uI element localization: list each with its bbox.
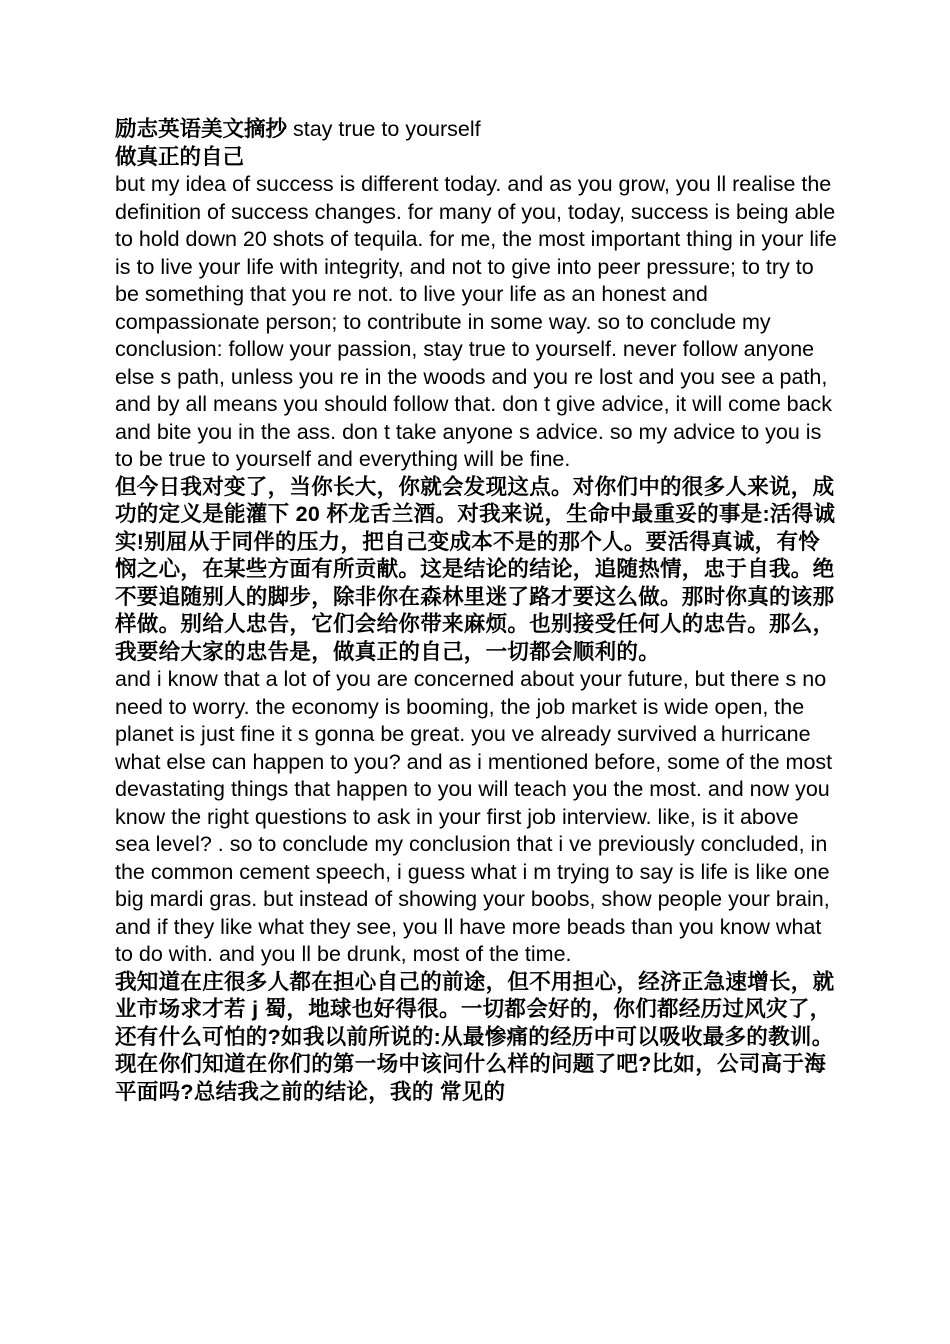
document-subtitle: 做真正的自己 bbox=[115, 144, 245, 169]
paragraph-zh-2: 我知道在庄很多人都在担心自己的前途，但不用担心，经济正急速增长，就业市场求才若 j 蜀，地球也好得很。一切都会好的，你们都经历过风灾了，还有什么可怕的?如我以前所说的:从最惨痛的经历中可以吸收最多的教训。现在你们知道在你们的第一场中该问什么样的问题了吧?比如，公司高于海平面吗?总结我之前的结论，我的 常见的 bbox=[115, 969, 835, 1104]
title-en: stay true to yourself bbox=[287, 117, 481, 141]
title-zh: 励志英语美文摘抄 bbox=[115, 117, 288, 141]
document-title bbox=[115, 116, 839, 144]
paragraph-en-2: and i know that a lot of you are concerned about your future, but there s no need to worry. the economy is booming, the job market is wide open, the planet is just fine it s gonna be great. you ve already survived a hurricane what else can happen to you? and as i mentioned before, some of the most devastating things that happen to you will teach you the most. and now you know the right questions to ask in your first job interview. like, is it above sea level? . so to conclude my conclusion that i ve previously concluded, in the common cement speech, i guess what i m trying to say is life is like one big mardi gras. but instead of showing your boobs, show people your brain, and if they like what they see, you ll have more beads than you know what to do with. and you ll be drunk, most of the time. bbox=[115, 667, 833, 966]
document-page bbox=[115, 116, 839, 1106]
paragraph-en-1: but my idea of success is different today. and as you grow, you ll realise the definition of success changes. for many of you, today, success is being able to hold down 20 shots of tequila. for me, the most important thing in your life is to live your life with integrity, and not to give into peer pressure; to try to be something that you re not. to live your life as an honest and compassionate person; to contribute in some way. so to conclude my conclusion: follow your passion, stay true to yourself. never follow anyone else s path, unless you re in the woods and you re lost and you see a path, and by all means you should follow that. don t give advice, it will come back and bite you in the ass. don t take anyone s advice. so my advice to you is to be true to yourself and everything will be fine. bbox=[115, 172, 837, 471]
paragraph-zh-1: 但今日我对变了，当你长大，你就会发现这点。对你们中的很多人来说，成功的定义是能灌下 20 杯龙舌兰酒。对我来说，生命中最重妥的事是:活得诚实!别屈从于同伴的压力，把自己变成本不是的那个人。要活得真诚，有怜悯之心，在某些方面有所贡献。这是结论的结论，追随热情，忠于自我。绝不要追随别人的脚步，除非你在森林里迷了路才要这么做。那时你真的该那样做。别给人忠告，它们会给你带来麻烦。也别接受任何人的忠告。那么，我要给大家的忠告是，做真正的自己，一切都会顺利的。 bbox=[115, 474, 836, 664]
